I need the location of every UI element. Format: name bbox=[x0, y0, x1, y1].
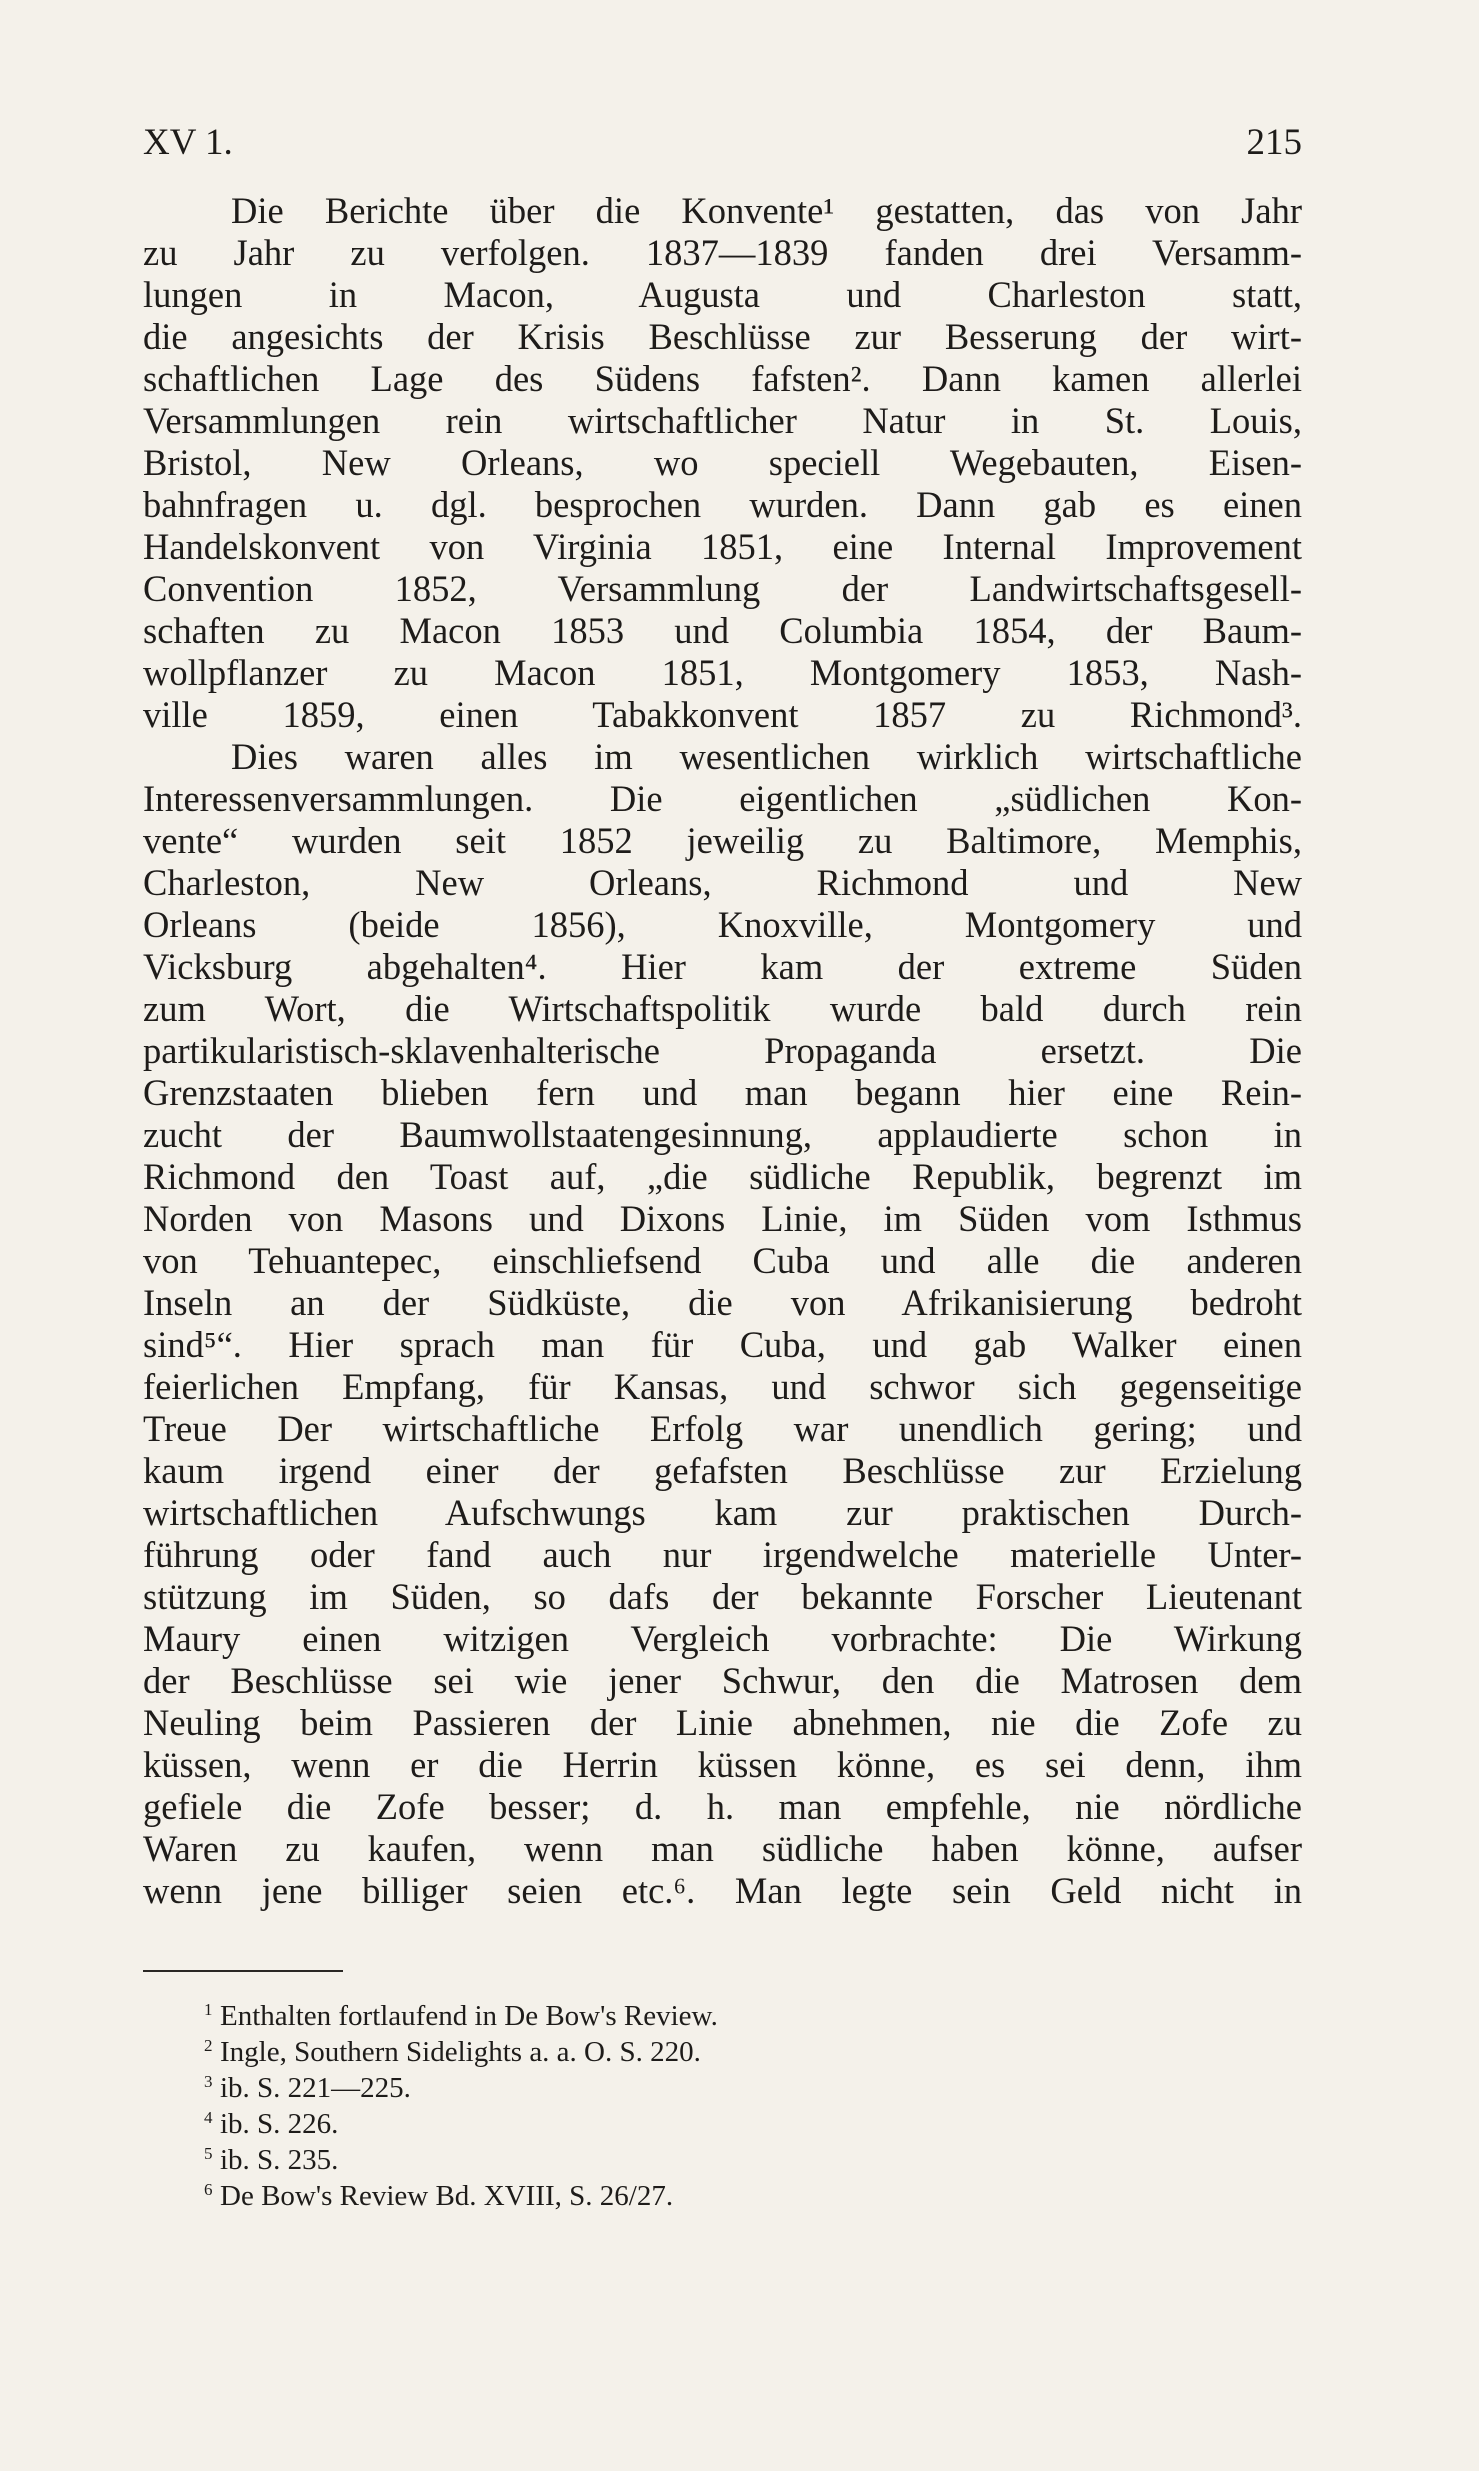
footnote-number: 1 bbox=[204, 2000, 213, 2019]
footnote-text: ib. S. 226. bbox=[220, 2108, 339, 2140]
footnote-divider bbox=[143, 1970, 343, 1972]
running-header bbox=[143, 118, 1302, 168]
text-line: Die Berichte über die Konvente¹ gestatten, das von Jahr bbox=[231, 190, 1302, 231]
footnote-text: ib. S. 235. bbox=[220, 2144, 339, 2176]
text-line: führung oder fand auch nur irgendwelche materielle Unter- bbox=[143, 1534, 1302, 1575]
footnote bbox=[204, 2142, 1220, 2178]
footnote-number: 5 bbox=[204, 2144, 213, 2163]
footnote-number: 3 bbox=[204, 2072, 213, 2091]
text-line: schaftlichen Lage des Südens fafsten². Dann kamen allerlei bbox=[143, 358, 1302, 399]
footnote-number: 6 bbox=[204, 2180, 213, 2199]
main-paragraph bbox=[143, 190, 1302, 1912]
text-line: Inseln an der Südküste, die von Afrikanisierung bedroht bbox=[143, 1282, 1302, 1323]
text-line: Grenzstaaten blieben fern und man begann hier eine Rein- bbox=[143, 1072, 1302, 1113]
text-line: Convention 1852, Versammlung der Landwirtschaftsgesell- bbox=[143, 568, 1302, 609]
text-line: zucht der Baumwollstaatengesinnung, applaudierte schon in bbox=[143, 1114, 1302, 1155]
footnotes bbox=[204, 1998, 1220, 2214]
text-line: Vicksburg abgehalten⁴. Hier kam der extreme Süden bbox=[143, 946, 1302, 987]
text-line: kaum irgend einer der gefafsten Beschlüsse zur Erzielung bbox=[143, 1450, 1302, 1491]
text-line: feierlichen Empfang, für Kansas, und schwor sich gegenseitige bbox=[143, 1366, 1302, 1407]
page-number: 215 bbox=[1246, 122, 1302, 163]
text-line: Neuling beim Passieren der Linie abnehmen, nie die Zofe zu bbox=[143, 1702, 1302, 1743]
text-line: wirtschaftlichen Aufschwungs kam zur praktischen Durch- bbox=[143, 1492, 1302, 1533]
text-line: schaften zu Macon 1853 und Columbia 1854, der Baum- bbox=[143, 610, 1302, 651]
text-line: Versammlungen rein wirtschaftlicher Natur in St. Louis, bbox=[143, 400, 1302, 441]
text-line: Dies waren alles im wesentlichen wirklich wirtschaftliche bbox=[231, 736, 1302, 777]
footnote bbox=[204, 2106, 1220, 2142]
text-line: zu Jahr zu verfolgen. 1837—1839 fanden drei Versamm- bbox=[143, 232, 1302, 273]
footnote-text: Ingle, Southern Sidelights a. a. O. S. 220. bbox=[220, 2036, 701, 2068]
footnote-text: Enthalten fortlaufend in De Bow's Review. bbox=[220, 2000, 718, 2032]
text-line: vente“ wurden seit 1852 jeweilig zu Baltimore, Memphis, bbox=[143, 820, 1302, 861]
footnote bbox=[204, 2034, 1220, 2070]
section-label: XV 1. bbox=[143, 122, 233, 163]
footnote bbox=[204, 2178, 1220, 2214]
text-line: ville 1859, einen Tabakkonvent 1857 zu Richmond³. bbox=[143, 694, 1302, 735]
text-line: küssen, wenn er die Herrin küssen könne, es sei denn, ihm bbox=[143, 1744, 1302, 1785]
text-line: bahnfragen u. dgl. besprochen wurden. Dann gab es einen bbox=[143, 484, 1302, 525]
text-line: zum Wort, die Wirtschaftspolitik wurde bald durch rein bbox=[143, 988, 1302, 1029]
text-line: gefiele die Zofe besser; d. h. man empfehle, nie nördliche bbox=[143, 1786, 1302, 1827]
text-line: die angesichts der Krisis Beschlüsse zur Besserung der wirt- bbox=[143, 316, 1302, 357]
text-line: Maury einen witzigen Vergleich vorbrachte: Die Wirkung bbox=[143, 1618, 1302, 1659]
text-line: Orleans (beide 1856), Knoxville, Montgomery und bbox=[143, 904, 1302, 945]
text-line: partikularistisch-sklavenhalterische Propaganda ersetzt. Die bbox=[143, 1030, 1302, 1071]
text-line: Waren zu kaufen, wenn man südliche haben könne, aufser bbox=[143, 1828, 1302, 1869]
footnote bbox=[204, 1998, 1220, 2034]
text-line: Richmond den Toast auf, „die südliche Republik, begrenzt im bbox=[143, 1156, 1302, 1197]
text-line: lungen in Macon, Augusta und Charleston statt, bbox=[143, 274, 1302, 315]
footnote-text: De Bow's Review Bd. XVIII, S. 26/27. bbox=[220, 2180, 674, 2212]
text-line: der Beschlüsse sei wie jener Schwur, den die Matrosen dem bbox=[143, 1660, 1302, 1701]
text-line: Handelskonvent von Virginia 1851, eine Internal Improvement bbox=[143, 526, 1302, 567]
footnote-number: 2 bbox=[204, 2036, 213, 2055]
footnote bbox=[204, 2070, 1220, 2106]
text-line: wollpflanzer zu Macon 1851, Montgomery 1853, Nash- bbox=[143, 652, 1302, 693]
text-line: Bristol, New Orleans, wo speciell Wegebauten, Eisen- bbox=[143, 442, 1302, 483]
text-line: Charleston, New Orleans, Richmond und New bbox=[143, 862, 1302, 903]
text-line: sind⁵“. Hier sprach man für Cuba, und gab Walker einen bbox=[143, 1324, 1302, 1365]
footnote-number: 4 bbox=[204, 2108, 213, 2127]
text-line: Norden von Masons und Dixons Linie, im Süden vom Isthmus bbox=[143, 1198, 1302, 1239]
text-line: wenn jene billiger seien etc.⁶. Man legte sein Geld nicht in bbox=[143, 1870, 1302, 1911]
text-line: Interessenversammlungen. Die eigentlichen „südlichen Kon- bbox=[143, 778, 1302, 819]
text-line: stützung im Süden, so dafs der bekannte Forscher Lieutenant bbox=[143, 1576, 1302, 1617]
text-line: Treue Der wirtschaftliche Erfolg war unendlich gering; und bbox=[143, 1408, 1302, 1449]
footnote-text: ib. S. 221—225. bbox=[220, 2072, 411, 2104]
text-line: von Tehuantepec, einschliefsend Cuba und alle die anderen bbox=[143, 1240, 1302, 1281]
